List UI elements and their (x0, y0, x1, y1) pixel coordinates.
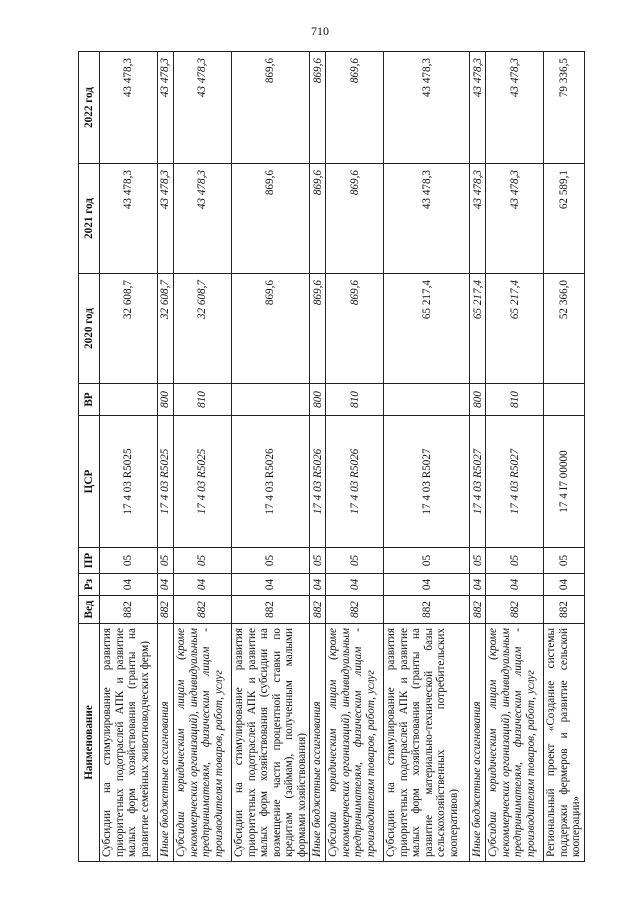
row-2022: 43 478,3 (470, 52, 486, 164)
page-number: 710 (311, 24, 329, 38)
row-csr: 17 4 03 R5027 (384, 416, 470, 548)
row-2022: 43 478,3 (100, 52, 158, 164)
row-vr (100, 384, 158, 416)
table-row (486, 52, 544, 862)
table-row (232, 52, 310, 862)
row-ved: 882 (100, 596, 158, 624)
row-csr: 17 4 03 R5027 (470, 416, 486, 548)
row-csr: 17 4 03 R5026 (310, 416, 326, 548)
budget-table (78, 51, 585, 862)
row-csr: 17 4 03 R5025 (100, 416, 158, 548)
row-name: Региональный проект «Создание системы поддержки фермеров и развитие сельской кооперации» (544, 624, 585, 862)
row-pr: 05 (326, 548, 384, 574)
table-row (544, 52, 585, 862)
row-2021: 43 478,3 (486, 164, 544, 274)
row-2021: 43 478,3 (158, 164, 174, 274)
row-csr: 17 4 03 R5025 (158, 416, 174, 548)
row-2022: 869,6 (232, 52, 310, 164)
row-2021: 62 589,1 (544, 164, 585, 274)
row-ved: 882 (174, 596, 232, 624)
table-row (158, 52, 174, 862)
row-2021: 869,6 (232, 164, 310, 274)
row-2022: 43 478,3 (174, 52, 232, 164)
row-name: Иные бюджетные ассигнования (470, 624, 486, 862)
row-2020: 32 608,7 (100, 274, 158, 384)
row-pr: 05 (158, 548, 174, 574)
header-vr: ВР (79, 384, 100, 416)
row-name: Субсидии на стимулирование развития приоритетных подотраслей АПК и развитие малых форм хозяйствования (гранты на развитие материально-технической базы сельскохозяйственных потребительских кооперативов) (384, 624, 470, 862)
row-name: Субсидии на стимулирование развития приоритетных подотраслей АПК и развитие малых форм хозяйствования (субсидии на возмещение части процентной ставки по кредитам (займам), полученным малыми формами хозяйствования) (232, 624, 310, 862)
row-ved: 882 (544, 596, 585, 624)
row-2020: 32 608,7 (174, 274, 232, 384)
row-ved: 882 (384, 596, 470, 624)
row-name: Субсидии на стимулирование развития приоритетных подотраслей АПК и развитие малых форм хозяйствования (гранты на развитие семейных животноводческих ферм) (100, 624, 158, 862)
row-rz: 04 (384, 574, 470, 596)
row-rz: 04 (544, 574, 585, 596)
row-vr: 800 (310, 384, 326, 416)
row-ved: 882 (310, 596, 326, 624)
table-row (384, 52, 470, 862)
row-vr: 810 (486, 384, 544, 416)
row-rz: 04 (326, 574, 384, 596)
row-2020: 65 217,4 (384, 274, 470, 384)
header-2020: 2020 год (79, 274, 100, 384)
header-ved: Вед (79, 596, 100, 624)
row-2022: 869,6 (326, 52, 384, 164)
row-2021: 43 478,3 (470, 164, 486, 274)
row-vr: 810 (174, 384, 232, 416)
row-2020: 65 217,4 (486, 274, 544, 384)
row-vr: 810 (326, 384, 384, 416)
row-ved: 882 (232, 596, 310, 624)
row-csr: 17 4 03 R5025 (174, 416, 232, 548)
row-2021: 43 478,3 (174, 164, 232, 274)
row-2022: 43 478,3 (486, 52, 544, 164)
table-row (470, 52, 486, 862)
row-name: Иные бюджетные ассигнования (310, 624, 326, 862)
row-name: Субсидии юридическим лицам (кроме некоммерческих организаций), индивидуальным предпринимателям, физическим лицам - производителям товаров, работ, услуг (326, 624, 384, 862)
row-rz: 04 (158, 574, 174, 596)
row-ved: 882 (486, 596, 544, 624)
table-row (310, 52, 326, 862)
row-ved: 882 (470, 596, 486, 624)
row-2020: 52 366,0 (544, 274, 585, 384)
row-2021: 869,6 (310, 164, 326, 274)
row-csr: 17 4 03 R5026 (232, 416, 310, 548)
header-csr: ЦСР (79, 416, 100, 548)
row-pr: 05 (470, 548, 486, 574)
row-pr: 05 (310, 548, 326, 574)
header-name: Наименование (79, 624, 100, 862)
row-rz: 04 (174, 574, 232, 596)
header-2021: 2021 год (79, 164, 100, 274)
row-pr: 05 (486, 548, 544, 574)
row-ved: 882 (158, 596, 174, 624)
row-vr: 800 (158, 384, 174, 416)
row-pr: 05 (544, 548, 585, 574)
row-2021: 43 478,3 (384, 164, 470, 274)
row-2020: 869,6 (326, 274, 384, 384)
row-csr: 17 4 I7 00000 (544, 416, 585, 548)
row-2022: 79 336,5 (544, 52, 585, 164)
row-vr (232, 384, 310, 416)
row-ved: 882 (326, 596, 384, 624)
row-rz: 04 (470, 574, 486, 596)
table-row (100, 52, 158, 862)
table-row (174, 52, 232, 862)
row-rz: 04 (232, 574, 310, 596)
header-2022: 2022 год (79, 52, 100, 164)
row-pr: 05 (232, 548, 310, 574)
row-pr: 05 (384, 548, 470, 574)
rotated-table-container (78, 52, 583, 862)
row-2020: 869,6 (232, 274, 310, 384)
row-vr (544, 384, 585, 416)
row-2022: 43 478,3 (158, 52, 174, 164)
row-2021: 869,6 (326, 164, 384, 274)
row-vr (384, 384, 470, 416)
table-row (326, 52, 384, 862)
table-header-row (79, 52, 100, 862)
row-2020: 65 217,4 (470, 274, 486, 384)
row-2020: 32 608,7 (158, 274, 174, 384)
header-pr: ПР (79, 548, 100, 574)
row-csr: 17 4 03 R5026 (326, 416, 384, 548)
row-name: Субсидии юридическим лицам (кроме некоммерческих организаций), индивидуальным предпринимателям, физическим лицам - производителям товаров, работ, услуг (174, 624, 232, 862)
row-2022: 43 478,3 (384, 52, 470, 164)
row-name: Субсидии юридическим лицам (кроме некоммерческих организаций), индивидуальным предпринимателям, физическим лицам - производителям товаров, работ, услуг (486, 624, 544, 862)
row-rz: 04 (100, 574, 158, 596)
row-2021: 43 478,3 (100, 164, 158, 274)
row-csr: 17 4 03 R5027 (486, 416, 544, 548)
header-rz: Рз (79, 574, 100, 596)
row-vr: 800 (470, 384, 486, 416)
row-name: Иные бюджетные ассигнования (158, 624, 174, 862)
row-2020: 869,6 (310, 274, 326, 384)
row-2022: 869,6 (310, 52, 326, 164)
row-rz: 04 (310, 574, 326, 596)
row-pr: 05 (100, 548, 158, 574)
row-rz: 04 (486, 574, 544, 596)
row-pr: 05 (174, 548, 232, 574)
